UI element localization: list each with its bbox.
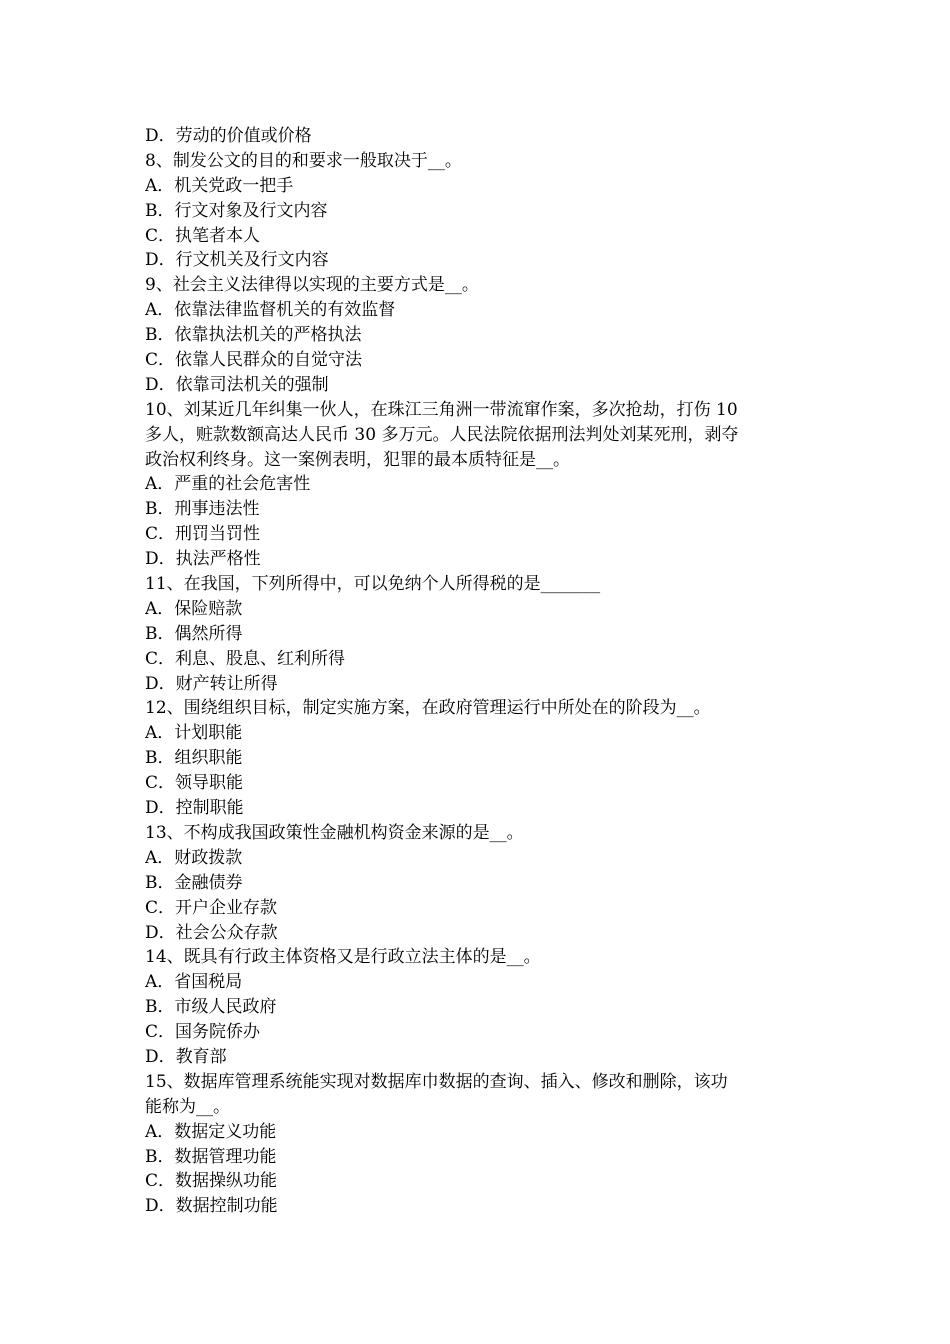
option-d-q14: D．教育部	[145, 1046, 227, 1067]
option-d-q15: D．数据控制功能	[145, 1196, 278, 1217]
option-b-q8: B．行文对象及行文内容	[145, 200, 328, 221]
option-d-q10: D．执法严格性	[145, 549, 261, 570]
question-15-line-2: 能称为__。	[145, 1096, 230, 1117]
question-10-line-3: 政治权利终身。这一案例表明，犯罪的最本质特征是__。	[145, 449, 570, 470]
option-b-q10: B．刑事违法性	[145, 499, 260, 520]
question-14: 14、既具有行政主体资格又是行政立法主体的是__。	[145, 947, 541, 968]
question-10-line-1: 10、刘某近几年纠集一伙人，在珠江三角洲一带流窜作案，多次抢劫，打伤 10	[145, 399, 738, 420]
option-d-q7: D．劳动的价值或价格	[145, 126, 312, 146]
option-c-q10: C．刑罚当罚性	[145, 524, 261, 545]
option-c-q14: C．国务院侨办	[145, 1022, 261, 1043]
question-8: 8、制发公文的目的和要求一般取决于__。	[145, 150, 462, 171]
option-b-q12: B．组织职能	[145, 748, 243, 769]
option-c-q8: C．执笔者本人	[145, 225, 261, 246]
option-c-q9: C．依靠人民群众的自觉守法	[145, 350, 363, 371]
option-a-q9: A．依靠法律监督机关的有效监督	[145, 300, 396, 321]
question-10-line-2: 多人，赃款数额高达人民币 30 多万元。人民法院依据刑法判处刘某死刑，剥夺	[145, 424, 739, 445]
option-a-q11: A．保险赔款	[145, 598, 243, 619]
option-a-q14: A．省国税局	[145, 972, 243, 993]
option-a-q15: A．数据定义功能	[145, 1121, 277, 1142]
option-b-q13: B．金融债券	[145, 872, 243, 893]
option-b-q9: B．依靠执法机关的严格执法	[145, 325, 362, 346]
question-11: 11、在我国，下列所得中，可以免纳个人所得税的是_______	[145, 574, 601, 595]
option-d-q11: D．财产转让所得	[145, 673, 278, 694]
option-c-q11: C．利息、股息、红利所得	[145, 648, 346, 669]
question-12: 12、围绕组织目标，制定实施方案，在政府管理运行中所处在的阶段为__。	[145, 698, 711, 719]
option-c-q12: C．领导职能	[145, 773, 244, 794]
option-a-q13: A．财政拨款	[145, 847, 243, 868]
option-a-q10: A．严重的社会危害性	[145, 474, 311, 495]
option-b-q11: B．偶然所得	[145, 623, 243, 644]
option-b-q14: B．市级人民政府	[145, 997, 277, 1018]
option-d-q9: D．依靠司法机关的强制	[145, 374, 329, 395]
option-c-q13: C．开户企业存款	[145, 897, 278, 918]
option-b-q15: B．数据管理功能	[145, 1146, 277, 1167]
question-9: 9、社会主义法律得以实现的主要方式是__。	[145, 275, 479, 296]
option-d-q8: D．行文机关及行文内容	[145, 250, 329, 271]
option-d-q13: D．社会公众存款	[145, 922, 278, 943]
option-c-q15: C．数据操纵功能	[145, 1171, 278, 1192]
option-a-q12: A．计划职能	[145, 723, 243, 744]
question-15-line-1: 15、数据库管理系统能实现对数据库巾数据的查询、插入、修改和删除，该功	[145, 1071, 728, 1092]
option-d-q12: D．控制职能	[145, 798, 244, 819]
document-page	[145, 124, 815, 1219]
question-13: 13、不构成我国政策性金融机构资金来源的是__。	[145, 822, 524, 843]
option-a-q8: A．机关党政一把手	[145, 175, 294, 196]
